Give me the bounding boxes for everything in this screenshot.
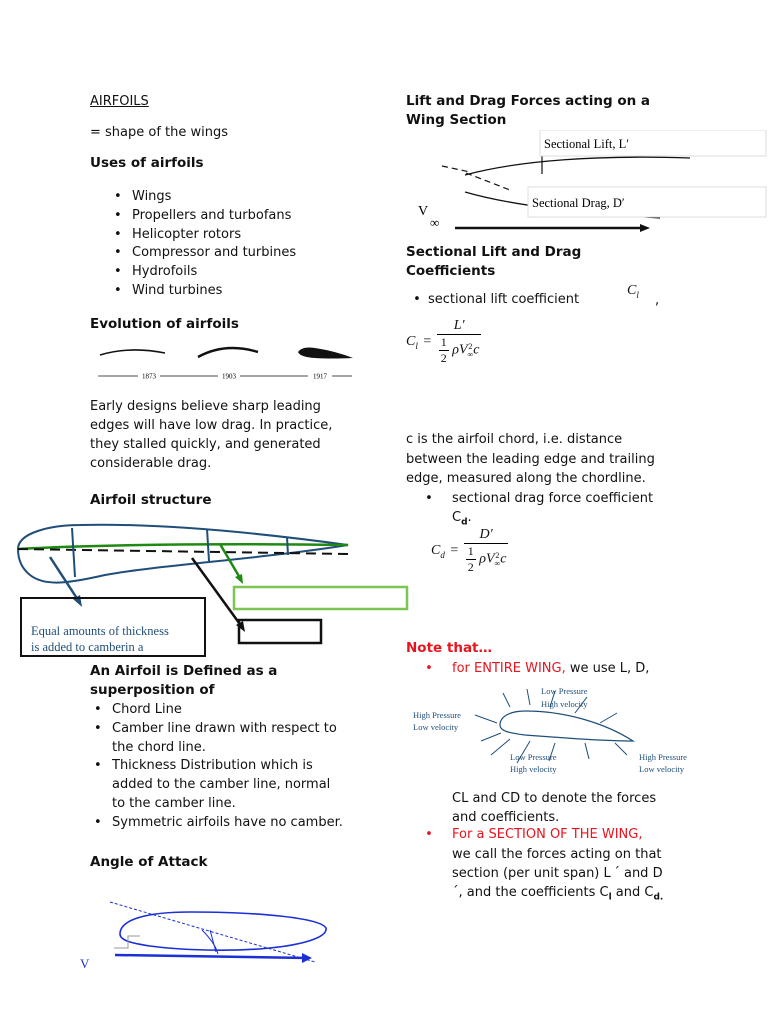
list-item: • Chord Line	[90, 701, 343, 720]
text-line: we call the forces acting on that	[452, 847, 662, 862]
text-line: Sectional Lift and Drag	[406, 244, 582, 260]
pressure-label: High velocity	[541, 699, 588, 709]
chord-paragraph	[406, 430, 655, 489]
list-item: • Helicopter rotors	[110, 226, 296, 245]
airfoil-definition: = shape of the wings	[90, 125, 229, 140]
thickness-note-box	[20, 597, 206, 657]
text-line: between the leading edge and trailing	[406, 451, 655, 467]
list-item: • Compressor and turbines	[110, 244, 296, 263]
pressure-label: High Pressure	[639, 752, 687, 762]
text-line: Wing Section	[406, 112, 507, 128]
text-line: Lift and Drag Forces acting on a	[406, 93, 651, 109]
entire-wing-item: • for ENTIRE WING, we use L, D,	[425, 661, 650, 676]
defined-heading	[90, 662, 277, 700]
cl-cd-paragraph	[452, 789, 656, 827]
text-line: Equal amounts of thickness	[31, 624, 169, 638]
v-infinity-label: V	[418, 204, 429, 219]
uses-heading: Uses of airfoils	[90, 155, 204, 171]
infinity-subscript: ∞	[430, 215, 440, 230]
text-line: and coefficients.	[452, 810, 560, 825]
pressure-label: Low Pressure	[510, 752, 557, 762]
evolution-heading: Evolution of airfoils	[90, 316, 239, 332]
year-label: 1917	[313, 372, 327, 381]
text-line: Coefficients	[406, 263, 496, 279]
lift-coefficient-equation: $C_l$ = L′ $\frac{1}{2}$ ρV 2 ∞ c	[406, 318, 480, 365]
pressure-label: High Pressure	[413, 710, 461, 720]
text-line: ´, and the coefficients $C_l$ and $C_{d.}$	[452, 885, 664, 903]
velocity-label: V	[80, 956, 90, 971]
list-item: • Wind turbines	[110, 282, 296, 301]
year-label: 1903	[222, 372, 236, 381]
list-item: • Thickness Distribution which is added to the camber line, normal to the camber line.	[90, 757, 343, 813]
drag-coefficient-symbol: $C_d$.	[452, 510, 472, 528]
lift-coefficient-symbol: $C_l$	[627, 283, 639, 300]
text-line: edge, measured along the chordline.	[406, 471, 646, 486]
early-designs-paragraph	[90, 397, 332, 473]
list-item: • Symmetric airfoils have no camber.	[90, 814, 343, 833]
text-line: section (per unit span) L ´ and D	[452, 866, 663, 881]
camber-label-box	[234, 587, 407, 609]
text-line: superposition of	[90, 682, 215, 698]
text-line: is added to camberin a	[31, 640, 144, 654]
page-title: AIRFOILS	[90, 94, 149, 109]
thickness-note	[31, 623, 169, 655]
text-line: c is the airfoil chord, i.e. distance	[406, 432, 623, 447]
coefficients-heading	[406, 243, 581, 281]
note-heading: Note that…	[406, 640, 493, 656]
structure-heading: Airfoil structure	[90, 492, 212, 508]
pressure-label: Low Pressure	[541, 686, 588, 696]
sectional-lift-label: Sectional Lift, L′	[544, 137, 630, 151]
aoa-heading: Angle of Attack	[90, 854, 208, 870]
text-line: An Airfoil is Defined as a	[90, 663, 278, 679]
text-line: Early designs believe sharp leading	[90, 399, 321, 414]
sectional-drag-label: Sectional Drag, D′	[532, 196, 625, 210]
comma: ,	[655, 293, 660, 308]
pressure-label: Low velocity	[413, 722, 459, 732]
forces-diagram	[400, 130, 768, 240]
pressure-diagram	[405, 683, 705, 783]
uses-list	[110, 188, 296, 301]
list-item: • Hydrofoils	[110, 263, 296, 282]
superposition-list	[90, 701, 343, 833]
airfoil-evolution-figure	[90, 340, 360, 385]
text-line: considerable drag.	[90, 456, 212, 471]
lift-coefficient-item: • sectional lift coefficient	[413, 292, 580, 307]
angle-of-attack-diagram	[70, 890, 340, 980]
drag-coefficient-item: • sectional drag force coefficient	[425, 491, 654, 506]
svg-text:Low Pressure High velocity	[413, 686, 689, 774]
text-line: CL and CD to denote the forces	[452, 791, 657, 806]
section-wing-paragraph	[452, 845, 663, 908]
text-line: they stalled quickly, and generated	[90, 437, 321, 452]
chord-label-box	[239, 620, 321, 643]
pressure-label: Low velocity	[639, 764, 685, 774]
year-label: 1873	[142, 372, 156, 381]
forces-heading	[406, 92, 650, 130]
list-item: • Camber line drawn with respect to the chord line.	[90, 720, 343, 758]
section-wing-item: • For a SECTION OF THE WING,	[425, 827, 643, 842]
text-line: edges will have low drag. In practice,	[90, 418, 333, 433]
pressure-label: High velocity	[510, 764, 557, 774]
drag-coefficient-equation: $C_d$ = D′ $\frac{1}{2}$ ρV 2 ∞ c	[431, 527, 507, 574]
list-item: • Wings	[110, 188, 296, 207]
list-item: • Propellers and turbofans	[110, 207, 296, 226]
